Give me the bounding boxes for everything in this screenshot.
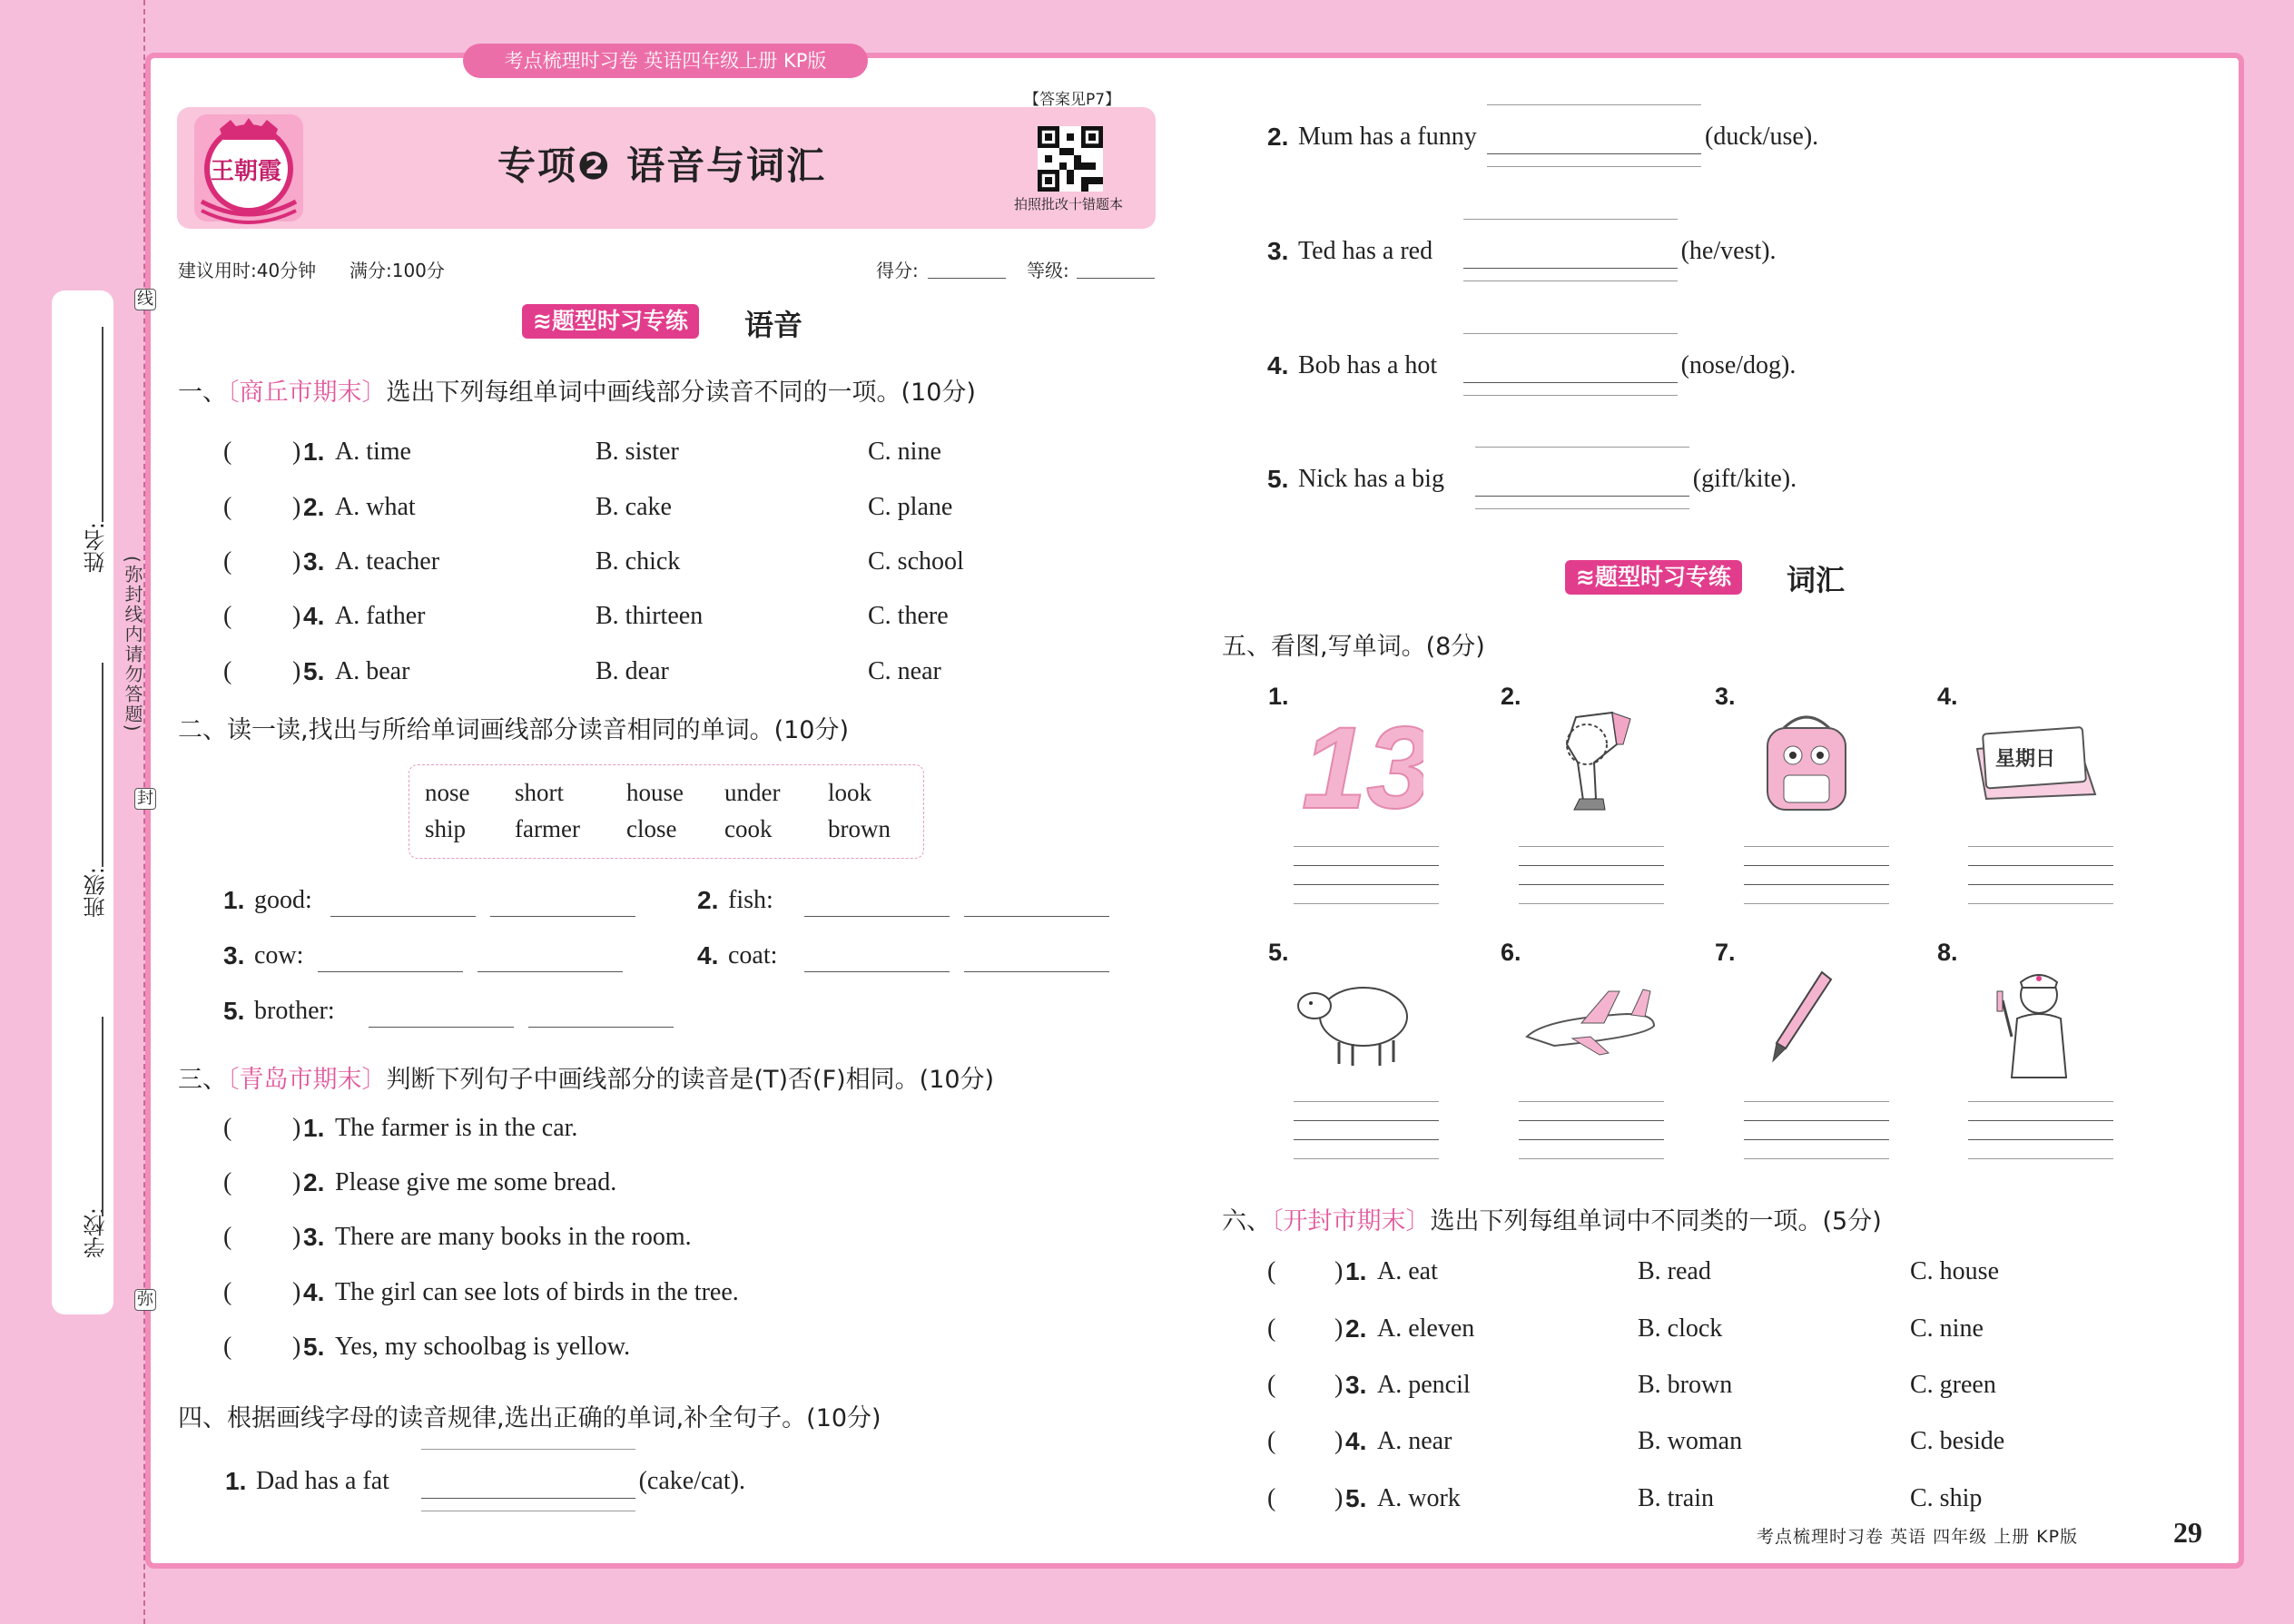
word-options: (cake/cat). <box>638 1467 745 1495</box>
picture-number: 8. <box>1937 939 1958 966</box>
footer-text: 考点梳理时习卷 英语 四年级 上册 KP版 <box>1757 1527 2079 1547</box>
option-c: C. there <box>868 602 949 630</box>
option-b: B. chick <box>596 547 681 576</box>
answer-paren-right[interactable]: ) <box>292 1278 301 1306</box>
option-b: B. thirteen <box>596 602 704 630</box>
question-number: 5. <box>1345 1484 1367 1512</box>
word-prompt: brother: <box>254 997 335 1025</box>
answer-paren-right[interactable]: ) <box>292 493 301 521</box>
answer-blank[interactable] <box>490 916 635 917</box>
option-a: A. work <box>1377 1484 1461 1512</box>
answer-paren-left: ( <box>223 493 232 521</box>
sentence-start: Nick has a big <box>1298 465 1444 493</box>
answer-blank[interactable] <box>1519 884 1664 885</box>
option-b: B. brown <box>1638 1371 1733 1399</box>
answer-paren-left: ( <box>223 657 232 685</box>
option-a: A. near <box>1377 1427 1452 1455</box>
seal-feng: 封 <box>134 788 156 810</box>
q5-heading: 五、看图,写单词。(8分) <box>1222 633 1485 661</box>
word-prompt: coat: <box>728 941 778 969</box>
question-number: 2. <box>1345 1314 1367 1343</box>
suggested-time: 建议用时:40分钟 <box>178 260 317 281</box>
question-number: 5. <box>223 997 245 1025</box>
answer-paren-right[interactable]: ) <box>292 1333 301 1361</box>
writing-line <box>1294 1101 1439 1102</box>
answer-paren-right[interactable]: ) <box>1334 1371 1344 1399</box>
option-b: B. dear <box>596 657 669 685</box>
word-bank-item: nose <box>425 779 470 806</box>
question-number: 4. <box>697 941 719 969</box>
word-options: (nose/dog). <box>1680 351 1797 379</box>
nurse-picture <box>1984 964 2084 1082</box>
calendar-sunday-picture <box>1968 722 2104 812</box>
option-b: B. woman <box>1638 1427 1743 1455</box>
writing-line <box>1519 846 1664 847</box>
answer-paren-left: ( <box>223 547 232 576</box>
page-number: 29 <box>2173 1516 2202 1549</box>
word-bank-item: house <box>626 779 684 806</box>
class-line <box>102 663 103 867</box>
answer-blank[interactable] <box>421 1498 635 1499</box>
word-options: (he/vest). <box>1680 237 1777 265</box>
writing-line <box>1294 1158 1439 1159</box>
option-b: B. sister <box>596 438 679 466</box>
four-line-top <box>1475 447 1689 448</box>
answer-paren-right[interactable]: ) <box>1334 1427 1344 1455</box>
question-number: 2. <box>303 1168 325 1196</box>
option-c: C. nine <box>868 438 941 466</box>
question-number: 2. <box>1267 123 1289 151</box>
picture-number: 4. <box>1937 683 1958 710</box>
answer-paren-left: ( <box>1267 1427 1276 1455</box>
word-prompt: good: <box>254 886 312 914</box>
option-c: C. ship <box>1910 1484 1983 1512</box>
q1-number: 一、 <box>178 379 227 407</box>
logo-text: 王朝霞 <box>211 158 282 184</box>
option-c: C. beside <box>1910 1427 2005 1455</box>
picture-number: 3. <box>1715 683 1736 710</box>
writing-line <box>1968 903 2113 904</box>
schoolbag-picture <box>1757 708 1856 822</box>
picture-number: 1. <box>1268 683 1289 710</box>
writing-line <box>1744 903 1889 904</box>
q6-number: 六、 <box>1222 1207 1271 1235</box>
answer-blank[interactable] <box>369 1027 514 1028</box>
q6-instruction: 选出下列每组单词中不同类的一项。(5分) <box>1430 1207 1882 1235</box>
question-number: 4. <box>303 1278 325 1306</box>
word-bank-item: cook <box>724 815 773 842</box>
q3-heading <box>178 1059 994 1095</box>
q2-heading: 二、读一读,找出与所给单词画线部分读音相同的单词。(10分) <box>178 716 850 744</box>
question-number: 3. <box>1345 1371 1367 1399</box>
writing-line <box>1744 1101 1889 1102</box>
answer-paren-left: ( <box>223 1278 232 1306</box>
writing-line <box>1294 903 1439 904</box>
answer-blank[interactable] <box>528 1027 674 1028</box>
word-options: (duck/use). <box>1705 123 1819 151</box>
word-bank-item: under <box>724 779 781 806</box>
sentence: The farmer is in the car. <box>335 1114 578 1142</box>
question-number: 1. <box>223 886 245 914</box>
picture-number: 5. <box>1268 939 1289 966</box>
answer-blank[interactable] <box>330 916 476 917</box>
question-number: 1. <box>303 1114 325 1142</box>
question-number: 4. <box>1345 1427 1367 1455</box>
q1-heading <box>178 372 976 408</box>
sentence-start: Ted has a red <box>1298 237 1433 265</box>
sentence: Yes, my schoolbag is yellow. <box>335 1333 631 1361</box>
answer-blank[interactable] <box>1968 884 2113 885</box>
writing-line <box>1294 1120 1439 1121</box>
answer-blank[interactable] <box>1463 268 1678 269</box>
four-line-top <box>421 1449 635 1450</box>
question-number: 1. <box>1345 1257 1367 1285</box>
seal-note: (弥封线内请勿答题) <box>122 556 143 733</box>
answer-paren-right[interactable]: ) <box>292 602 301 630</box>
answer-paren-left: ( <box>223 438 232 466</box>
question-number: 3. <box>303 547 325 576</box>
option-a: A. eat <box>1377 1257 1438 1285</box>
answer-blank[interactable] <box>1294 1139 1439 1140</box>
word-bank-item: look <box>828 779 872 806</box>
answer-blank[interactable] <box>964 916 1109 917</box>
seal-xian: 线 <box>134 289 156 310</box>
page-title: 专项❷ 语音与词汇 <box>497 143 827 188</box>
writing-line <box>1968 1158 2113 1159</box>
answer-blank[interactable] <box>478 971 623 972</box>
answer-paren-right[interactable]: ) <box>1334 1484 1344 1512</box>
question-number: 3. <box>1267 237 1289 265</box>
picture-number: 7. <box>1715 939 1736 966</box>
q3-instruction: 判断下列句子中画线部分的读音是(T)否(F)相同。(10分) <box>386 1066 995 1094</box>
score-blank[interactable] <box>928 278 1006 279</box>
seal-mi: 弥 <box>134 1289 156 1311</box>
top-banner: 考点梳理时习卷 英语四年级上册 KP版 <box>463 44 868 78</box>
picture-number: 2. <box>1501 683 1521 710</box>
four-line-top <box>1463 333 1678 334</box>
word-prompt: cow: <box>254 941 304 969</box>
svg-text:星期日: 星期日 <box>1995 748 2056 771</box>
answer-paren-left: ( <box>223 602 232 630</box>
answer-paren-right[interactable]: ) <box>1334 1257 1344 1285</box>
option-c: C. plane <box>868 493 953 521</box>
student-info-strip <box>52 290 113 1314</box>
option-c: C. school <box>868 547 964 576</box>
score-label: 得分: <box>876 260 919 281</box>
answer-paren-left: ( <box>223 1223 232 1251</box>
question-number: 4. <box>1267 351 1289 379</box>
answer-blank[interactable] <box>964 971 1109 972</box>
writing-line <box>1744 865 1889 866</box>
word-bank-item: ship <box>425 815 467 842</box>
answer-paren-right[interactable]: ) <box>1334 1314 1344 1343</box>
q4-heading: 四、根据画线字母的读音规律,选出正确的单词,补全句子。(10分) <box>178 1404 881 1432</box>
number-thirteen-picture <box>1296 704 1423 817</box>
question-number: 5. <box>303 657 325 685</box>
writing-line <box>1519 1101 1664 1102</box>
question-number: 5. <box>303 1333 325 1361</box>
option-b: B. read <box>1638 1257 1711 1285</box>
question-number: 1. <box>303 438 325 466</box>
word-options: (gift/kite). <box>1692 465 1797 493</box>
writing-line <box>1294 865 1439 866</box>
name-label: 姓名: <box>84 522 109 574</box>
answer-paren-right[interactable]: ) <box>292 1223 301 1251</box>
section-title-phonics: 语音 <box>744 308 803 342</box>
question-number: 2. <box>303 493 325 521</box>
answer-blank[interactable] <box>1744 1139 1889 1140</box>
answer-paren-left: ( <box>223 1333 232 1361</box>
question-number: 1. <box>225 1467 247 1495</box>
option-a: A. eleven <box>1377 1314 1475 1343</box>
q6-heading <box>1222 1201 1882 1236</box>
answer-blank[interactable] <box>1475 496 1689 497</box>
q6-source-tag: 〔开封市期末〕 <box>1271 1207 1431 1235</box>
sentence-start: Dad has a fat <box>256 1467 389 1495</box>
grade-blank[interactable] <box>1077 278 1155 279</box>
answer-blank[interactable] <box>1487 153 1701 154</box>
option-b: B. clock <box>1638 1314 1723 1343</box>
answer-blank[interactable] <box>1744 884 1889 885</box>
answer-paren-left: ( <box>223 1114 232 1142</box>
q3-number: 三、 <box>178 1066 227 1094</box>
question-number: 5. <box>1267 465 1289 493</box>
section-pill-phonics: ≋题型时习专练 <box>522 304 699 339</box>
sheep-picture <box>1289 971 1416 1071</box>
sentence: There are many books in the room. <box>335 1223 692 1251</box>
school-line <box>102 1017 103 1216</box>
answer-blank[interactable] <box>804 971 950 972</box>
answer-paren-right[interactable]: ) <box>292 657 301 685</box>
sentence-start: Mum has a funny <box>1298 123 1477 151</box>
writing-line <box>1968 846 2113 847</box>
q1-source-tag: 〔商丘市期末〕 <box>227 379 387 407</box>
qr-caption: 拍照批改十错题本 <box>1014 196 1124 212</box>
answer-blank[interactable] <box>1519 1139 1664 1140</box>
answer-reference: 【答案见P7】 <box>1024 91 1121 109</box>
answer-paren-right[interactable]: ) <box>292 438 301 466</box>
sentence: The girl can see lots of birds in the tree. <box>335 1278 739 1306</box>
class-label: 班级: <box>84 867 109 919</box>
word-bank-item: farmer <box>515 815 580 842</box>
answer-paren-left: ( <box>1267 1314 1276 1343</box>
answer-paren-left: ( <box>1267 1257 1276 1285</box>
writing-line <box>1519 1158 1664 1159</box>
answer-blank[interactable] <box>318 971 463 972</box>
answer-blank[interactable] <box>804 916 950 917</box>
option-b: B. cake <box>596 493 672 521</box>
answer-paren-right[interactable]: ) <box>292 547 301 576</box>
full-score: 满分:100分 <box>350 260 445 281</box>
section-pill-vocab: ≋题型时习专练 <box>1565 560 1742 595</box>
answer-blank[interactable] <box>1968 1139 2113 1140</box>
option-a: A. pencil <box>1377 1371 1471 1399</box>
name-line <box>102 327 103 522</box>
question-number: 3. <box>223 941 245 969</box>
option-c: C. near <box>868 657 941 685</box>
option-a: A. bear <box>335 657 410 685</box>
option-b: B. train <box>1638 1484 1714 1512</box>
answer-paren-left: ( <box>1267 1371 1276 1399</box>
question-number: 4. <box>303 602 325 630</box>
word-bank-item: brown <box>828 815 891 842</box>
writing-line <box>1744 1120 1889 1121</box>
airplane-picture <box>1518 973 1663 1064</box>
grade-label: 等级: <box>1027 260 1069 281</box>
word-bank-item: close <box>626 815 677 842</box>
question-number: 2. <box>697 886 719 914</box>
answer-paren-right[interactable]: ) <box>292 1168 301 1196</box>
writing-line <box>1968 865 2113 866</box>
writing-line <box>1968 1101 2113 1102</box>
q3-source-tag: 〔青岛市期末〕 <box>227 1066 387 1094</box>
writing-line <box>1519 1120 1664 1121</box>
word-prompt: fish: <box>728 886 773 914</box>
option-a: A. teacher <box>335 547 440 576</box>
option-a: A. time <box>335 438 411 466</box>
svg-text:13: 13 <box>1302 704 1423 817</box>
option-c: C. nine <box>1910 1314 1984 1343</box>
option-c: C. green <box>1910 1371 1996 1399</box>
four-line-bottom <box>1475 508 1689 509</box>
sentence-start: Bob has a hot <box>1298 351 1438 379</box>
section-title-vocab: 词汇 <box>1787 563 1846 597</box>
writing-line <box>1519 865 1664 866</box>
answer-paren-left: ( <box>223 1168 232 1196</box>
picture-number: 6. <box>1501 939 1521 966</box>
four-line-top <box>1487 104 1701 105</box>
school-label: 学校: <box>84 1207 109 1259</box>
option-c: C. house <box>1910 1257 1999 1285</box>
pen-picture <box>1766 967 1838 1067</box>
answer-blank[interactable] <box>1294 884 1439 885</box>
answer-blank[interactable] <box>1463 382 1678 383</box>
answer-paren-right[interactable]: ) <box>292 1114 301 1142</box>
option-a: A. what <box>335 493 416 521</box>
question-number: 3. <box>303 1223 325 1251</box>
word-bank-item: short <box>515 779 564 806</box>
four-line-bottom <box>1463 395 1678 396</box>
q1-instruction: 选出下列每组单词中画线部分读音不同的一项。(10分) <box>386 379 976 407</box>
writing-line <box>1519 903 1664 904</box>
qr-code <box>1038 126 1103 192</box>
writing-line <box>1744 1158 1889 1159</box>
answer-paren-left: ( <box>1267 1484 1276 1512</box>
writing-line <box>1744 846 1889 847</box>
leg-knee-picture <box>1540 708 1639 822</box>
writing-line <box>1294 846 1439 847</box>
four-line-bottom <box>1487 166 1701 167</box>
four-line-top <box>1463 219 1678 220</box>
writing-line <box>1968 1120 2113 1121</box>
sentence: Please give me some bread. <box>335 1168 617 1196</box>
option-a: A. father <box>335 602 426 630</box>
